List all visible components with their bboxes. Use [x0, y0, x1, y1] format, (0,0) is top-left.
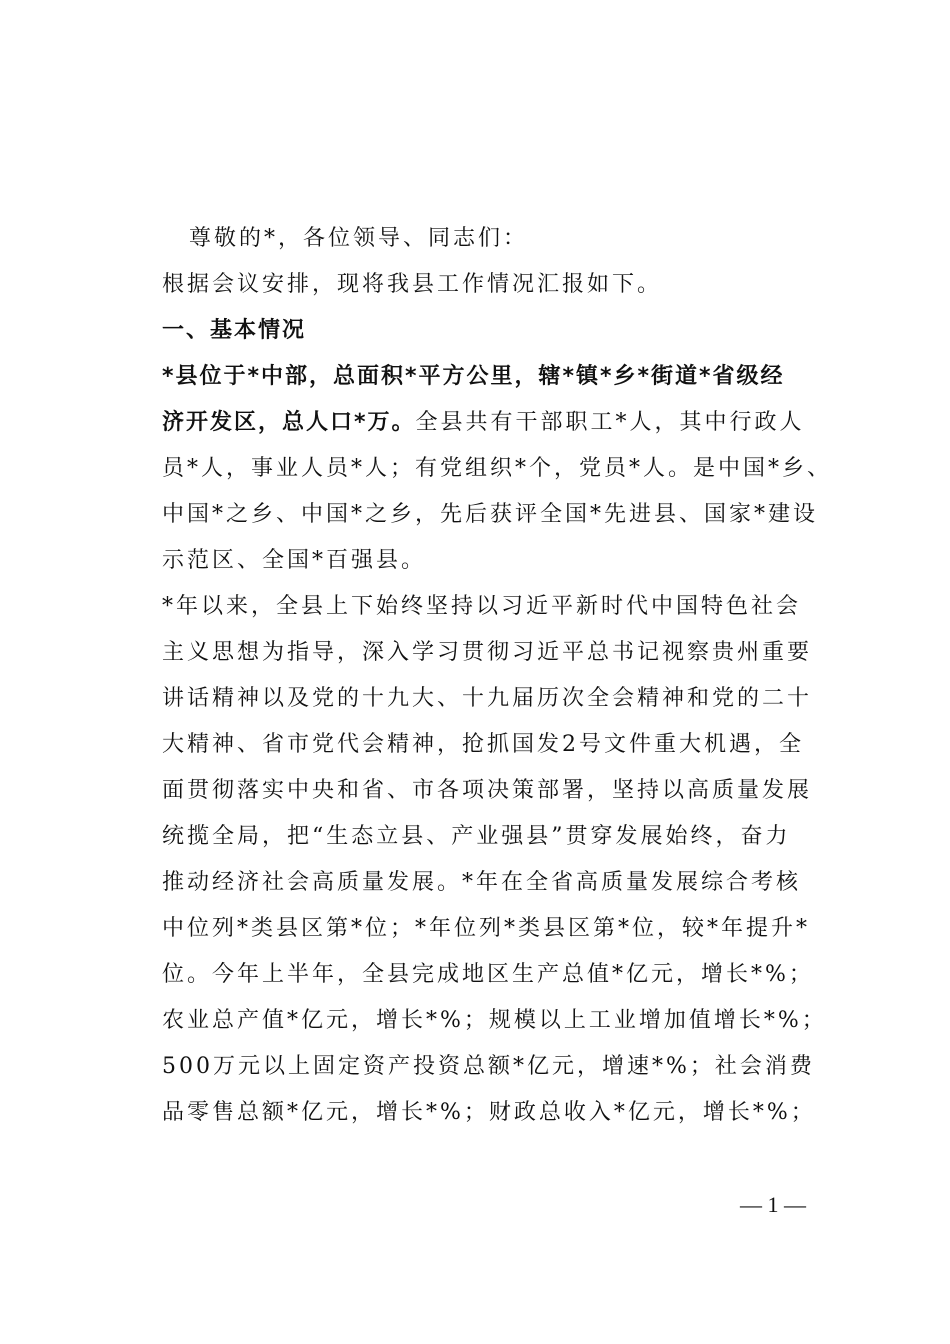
paragraph-line: *年以来，全县上下始终坚持以习近平新时代中国特色社会	[162, 594, 802, 619]
paragraph-line: 示范区、全国*百强县。	[162, 548, 427, 573]
paragraph-line	[162, 400, 838, 446]
paragraph-line: 推动经济社会高质量发展。*年在全省高质量发展综合考核	[162, 870, 802, 895]
paragraph-line: 面贯彻落实中央和省、市各项决策部署，坚持以高质量发展	[162, 778, 813, 803]
paragraph-line: 农业总产值*亿元，增长*%；规模以上工业增加值增长*%；	[162, 1008, 827, 1033]
paragraph-line: 中位列*类县区第*位；*年位列*类县区第*位，较*年提升*	[162, 916, 811, 941]
paragraph-line: 讲话精神以及党的十九大、十九届历次全会精神和党的二十	[162, 686, 813, 711]
paragraph-line: *县位于*中部，总面积*平方公里，辖*镇*乡*街道*省级经	[162, 364, 785, 389]
bold-lead-text: 济开发区，总人口*万。	[162, 410, 416, 435]
paragraph-line: 中国*之乡、中国*之乡，先后获评全国*先进县、国家*建设	[162, 502, 819, 527]
paragraph-line: 品零售总额*亿元，增长*%；财政总收入*亿元，增长*%；	[162, 1100, 816, 1125]
paragraph-line: 主义思想为指导，深入学习贯彻习近平总书记视察贵州重要	[162, 640, 813, 665]
intro-paragraph: 根据会议安排，现将我县工作情况汇报如下。	[162, 272, 663, 297]
paragraph-line: 员*人，事业人员*人；有党组织*个，党员*人。是中国*乡、	[162, 456, 833, 481]
page-number: — 1 —	[740, 1192, 806, 1217]
section-heading: 一、基本情况	[162, 318, 307, 343]
paragraph-line: 大精神、省市党代会精神，抢抓国发2号文件重大机遇，全	[162, 732, 804, 757]
paragraph-text: 全县共有干部职工*人，其中行政人	[415, 410, 805, 435]
salutation: 尊敬的*，各位领导、同志们：	[189, 226, 529, 251]
paragraph-line: 位。今年上半年，全县完成地区生产总值*亿元，增长*%；	[162, 962, 814, 987]
document-body	[162, 216, 838, 1136]
paragraph-line: 统揽全局，把“生态立县、产业强县”贯穿发展始终，奋力	[162, 824, 791, 849]
paragraph-line: 500万元以上固定资产投资总额*亿元，增速*%；社会消费	[162, 1054, 815, 1079]
